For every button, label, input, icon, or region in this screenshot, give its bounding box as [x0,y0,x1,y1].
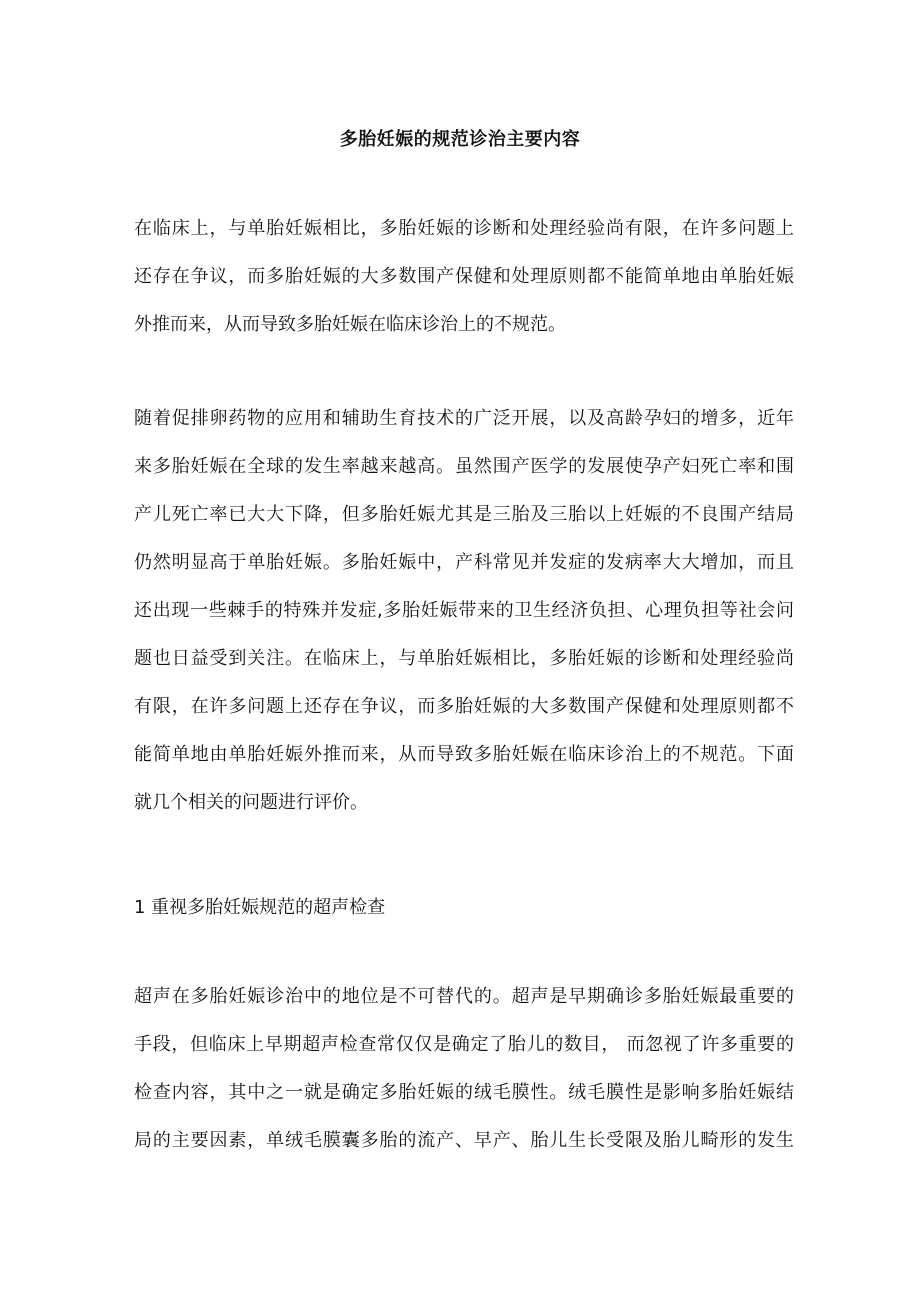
paragraph-ultrasound [134,973,794,1165]
document-title: 多胎妊娠的规范诊治主要内容 [339,129,581,150]
text-line: 还存在争议，而多胎妊娠的大多数围产保健和处理原则都不能简单地由单胎妊娠 [134,266,794,287]
text-line: 外推而来，从而导致多胎妊娠在临床诊治上的不规范。 [134,314,566,335]
text-line: 随着促排卵药物的应用和辅助生育技术的广泛开展，以及高龄孕妇的增多，近年 [134,408,794,429]
paragraph-intro [134,205,794,349]
paragraph-background [134,395,794,827]
text-line: 局的主要因素，单绒毛膜囊多胎的流产、早产、胎儿生长受限及胎儿畸形的发生 [134,1130,794,1151]
section-heading: 1 重视多胎妊娠规范的超声检查 [134,897,386,918]
text-line: 还出现一些棘手的特殊并发症,多胎妊娠带来的卫生经济负担、心理负担等社会问 [134,600,794,621]
text-line: 手段，但临床上早期超声检查常仅仅是确定了胎儿的数目， 而忽视了许多重要的 [134,1034,794,1055]
text-line: 检查内容，其中之一就是确定多胎妊娠的绒毛膜性。绒毛膜性是影响多胎妊娠结 [134,1082,794,1103]
text-line: 题也日益受到关注。在临床上，与单胎妊娠相比，多胎妊娠的诊断和处理经验尚 [134,648,794,669]
text-line: 在临床上，与单胎妊娠相比，多胎妊娠的诊断和处理经验尚有限，在许多问题上 [134,218,794,239]
text-line: 有限，在许多问题上还存在争议，而多胎妊娠的大多数围产保健和处理原则都不 [134,696,794,717]
text-line: 超声在多胎妊娠诊治中的地位是不可替代的。超声是早期确诊多胎妊娠最重要的 [134,986,794,1007]
text-line: 仍然明显高于单胎妊娠。多胎妊娠中，产科常见并发症的发病率大大增加，而且 [134,552,794,573]
text-line: 来多胎妊娠在全球的发生率越来越高。虽然围产医学的发展使孕产妇死亡率和围 [134,456,794,477]
text-line: 就几个相关的问题进行评价。 [134,792,368,813]
text-line: 产儿死亡率已大大下降，但多胎妊娠尤其是三胎及三胎以上妊娠的不良围产结局 [134,504,794,525]
text-line: 能简单地由单胎妊娠外推而来，从而导致多胎妊娠在临床诊治上的不规范。下面 [134,744,794,765]
